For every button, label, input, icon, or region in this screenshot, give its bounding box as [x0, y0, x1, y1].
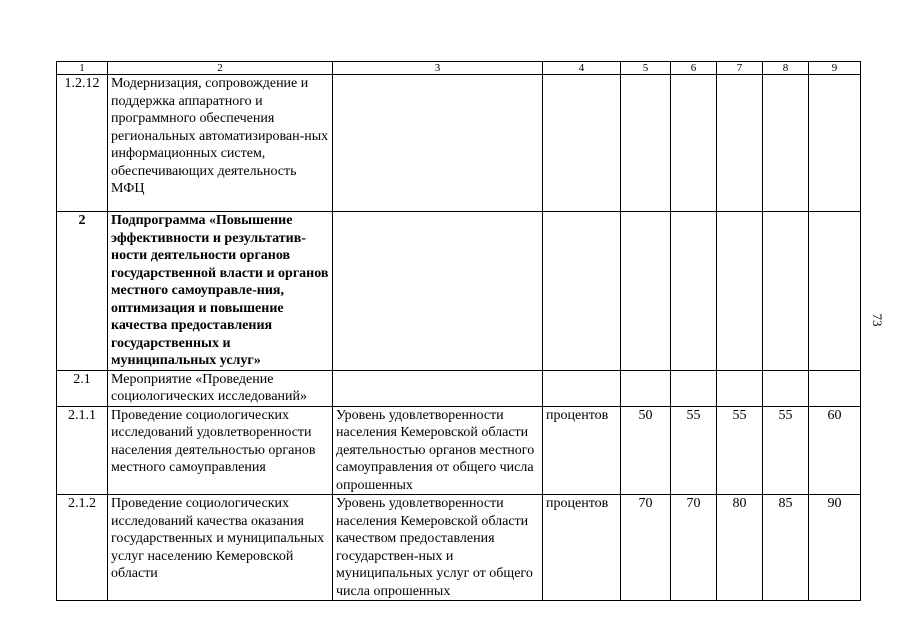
table-row [57, 370, 861, 406]
header-cell: 5 [621, 62, 671, 75]
header-cell: 7 [717, 62, 763, 75]
table-row [57, 406, 861, 495]
row-name: Проведение социологических исследований удовлетворенности населения деятельностью органов местного самоуправления [108, 406, 333, 495]
table-header-row [57, 62, 861, 75]
row-value-8: 85 [763, 495, 809, 601]
row-name: Проведение социологических исследований качества оказания государственных и муниципальных услуг населению Кемеровской области [108, 495, 333, 601]
header-cell: 1 [57, 62, 108, 75]
table-row [57, 75, 861, 212]
row-indicator [333, 212, 543, 371]
row-unit [543, 370, 621, 406]
row-indicator: Уровень удовлетворенности населения Кемеровской области деятельностью органов местного самоуправления от общего числа опрошенных [333, 406, 543, 495]
row-number: 2.1.1 [57, 406, 108, 495]
row-unit [543, 212, 621, 371]
row-unit: процентов [543, 406, 621, 495]
table-row [57, 495, 861, 601]
header-cell: 8 [763, 62, 809, 75]
header-cell: 3 [333, 62, 543, 75]
row-value-5 [621, 370, 671, 406]
row-unit: процентов [543, 495, 621, 601]
row-value-6: 55 [671, 406, 717, 495]
row-value-7 [717, 75, 763, 212]
row-name: Модернизация, сопровождение и поддержка аппаратного и программного обеспечения региональных автоматизирован-ных информационных систем, обеспечивающих деятельность МФЦ [108, 75, 333, 212]
row-value-8 [763, 75, 809, 212]
row-number: 1.2.12 [57, 75, 108, 212]
row-value-6 [671, 75, 717, 212]
header-cell: 2 [108, 62, 333, 75]
row-value-7 [717, 370, 763, 406]
row-value-6 [671, 212, 717, 371]
row-name: Мероприятие «Проведение социологических исследований» [108, 370, 333, 406]
row-value-7: 55 [717, 406, 763, 495]
row-value-6 [671, 370, 717, 406]
row-value-9 [809, 75, 861, 212]
row-value-6: 70 [671, 495, 717, 601]
row-value-9 [809, 212, 861, 371]
header-cell: 6 [671, 62, 717, 75]
indicators-table [56, 61, 861, 601]
row-value-5 [621, 212, 671, 371]
row-value-7: 80 [717, 495, 763, 601]
row-indicator [333, 370, 543, 406]
row-value-7 [717, 212, 763, 371]
row-value-8 [763, 212, 809, 371]
row-value-9 [809, 370, 861, 406]
header-cell: 4 [543, 62, 621, 75]
row-value-5: 70 [621, 495, 671, 601]
row-value-9: 90 [809, 495, 861, 601]
row-value-8: 55 [763, 406, 809, 495]
row-name: Подпрограмма «Повышение эффективности и результатив-ности деятельности органов государственной власти и органов местного самоуправле-ния, оптимизация и повышение качества предоставления государственных и муниципальных услуг» [108, 212, 333, 371]
row-value-5: 50 [621, 406, 671, 495]
row-number: 2 [57, 212, 108, 371]
row-unit [543, 75, 621, 212]
row-value-5 [621, 75, 671, 212]
row-indicator [333, 75, 543, 212]
table-row [57, 212, 861, 371]
row-value-8 [763, 370, 809, 406]
row-number: 2.1.2 [57, 495, 108, 601]
row-number: 2.1 [57, 370, 108, 406]
header-cell: 9 [809, 62, 861, 75]
page-number: 73 [870, 313, 885, 327]
row-value-9: 60 [809, 406, 861, 495]
row-indicator: Уровень удовлетворенности населения Кемеровской области качеством предоставления государствен-ных и муниципальных услуг от общего числа опрошенных [333, 495, 543, 601]
